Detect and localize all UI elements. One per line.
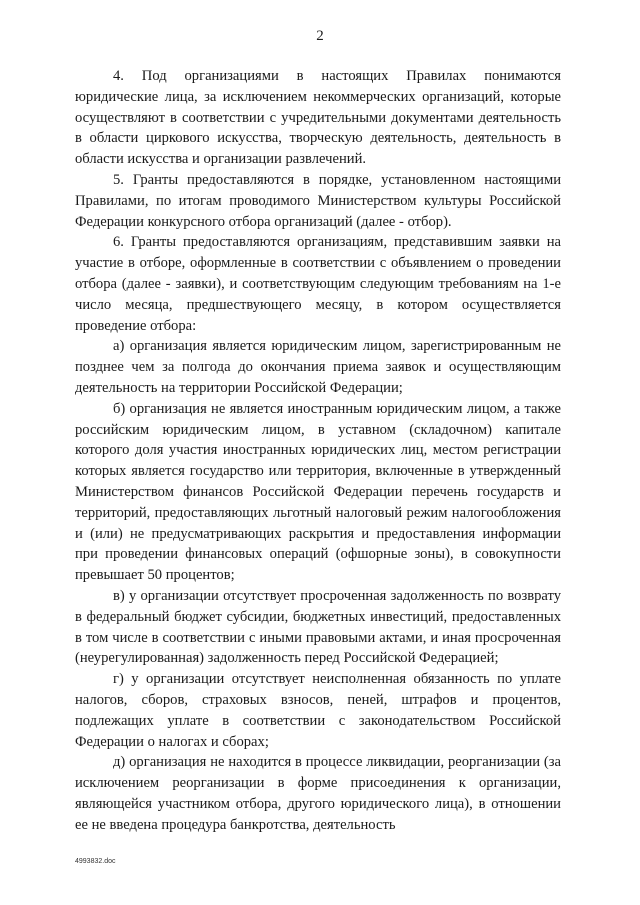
paragraph-6b: б) организация не является иностранным юридическим лицом, а также российским юридическим лицом, в уставном (складочном) капитале которого доля участия иностранных юридических лиц, местом регистрации которых является государство или территория, включенные в утвержденный Министерством финансов Российской Федерации перечень государств и территорий, предоставляющих льготный налоговый режим налогообложения и (или) не предусматривающих раскрытия и предоставления информации при проведении финансовых операций (офшорные зоны), в совокупности превышает 50 процентов; [75,400,561,584]
paragraph-6g: г) у организации отсутствует неисполненная обязанность по уплате налогов, сборов, страховых взносов, пеней, штрафов и процентов, подлежащих уплате в соответствии с законодательством Российской Федерации о налогах и сборах; [75,671,561,750]
paragraph-6d: д) организация не находится в процессе ликвидации, реорганизации (за исключением реорганизации в форме присоединения к организации, являющейся участником отбора, другого юридического лица), в отношении ее не введена процедура банкротства, деятельность [75,754,561,833]
paragraph-4: 4. Под организациями в настоящих Правилах понимаются юридические лица, за исключением некоммерческих организаций, которые осуществляют в соответствии с учредительными документами деятельность в области циркового искусства, творческую деятельность, деятельность в области искусства и организации развлечений. [75,68,561,168]
footer-file-code: 4993832.doc [75,858,116,865]
document-body [75,66,561,835]
paragraph-6a: а) организация является юридическим лицом, зарегистрированным не позднее чем за полгода до окончания приема заявок и осуществляющим деятельность на территории Российской Федерации; [75,338,561,396]
paragraph-5: 5. Гранты предоставляются в порядке, установленном настоящими Правилами, по итогам проводимого Министерством культуры Российской Федерации конкурсного отбора организаций (далее - отбор). [75,171,561,230]
paragraph-6v: в) у организации отсутствует просроченная задолженность по возврату в федеральный бюджет субсидии, бюджетных инвестиций, предоставленных в том числе в соответствии с иными правовыми актами, и иная просроченная (неурегулированная) задолженность перед Российской Федерацией; [75,587,561,667]
page-number: 2 [316,28,324,44]
paragraph-6: 6. Гранты предоставляются организациям, представившим заявки на участие в отборе, оформленные в соответствии с объявлением о проведении отбора (далее - заявки), и соответствующим следующим требованиям на 1-е число месяца, предшествующего месяцу, в котором осуществляется проведение отбора: [75,234,561,334]
